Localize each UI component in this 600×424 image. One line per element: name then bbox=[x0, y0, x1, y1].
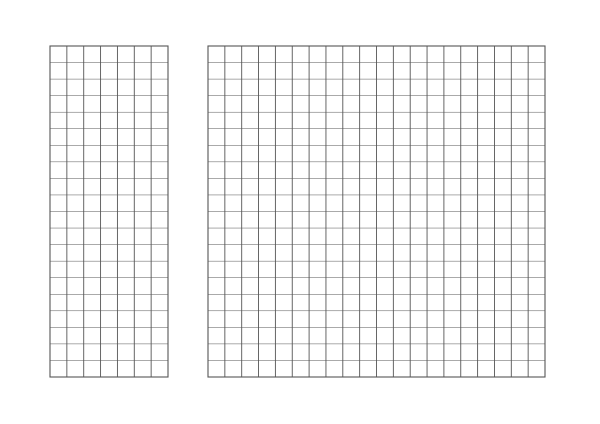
right-page-grid bbox=[208, 46, 545, 377]
left-page-grid bbox=[50, 46, 168, 377]
